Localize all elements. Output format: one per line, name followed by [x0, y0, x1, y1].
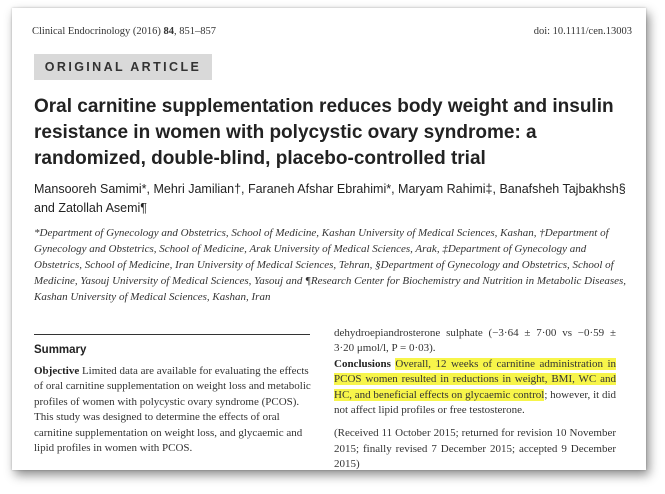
journal-name: Clinical Endocrinology (2016): [32, 26, 164, 37]
received-dates: (Received 11 October 2015; returned for revision 10 November 2015; finally revised 7 December 2015; accepted 9 December 2015): [334, 427, 616, 471]
summary-heading: Summary: [34, 344, 87, 356]
doi[interactable]: doi: 10.1111/cen.13003: [533, 26, 632, 37]
summary-divider: [34, 334, 310, 335]
conclusions-rest: ; however, it did not affect lipid profiles or free testosterone.: [334, 388, 616, 417]
summary-objective: [34, 364, 314, 456]
conclusions-label: Conclusions: [334, 357, 391, 370]
article-title: Oral carnitine supplementation reduces body weight and insulin resistance in women with polycystic ovary syndrome: a randomized, double-blind, placebo-controlled trial: [34, 96, 614, 169]
affiliations: *Department of Gynecology and Obstetrics, School of Medicine, Kashan University of Medical Sciences, Kashan, †Department of Gynecology and Obstetrics, School of Medicine, Arak University of Medical Sciences, Arak, ‡Department of Gynecology and Obstetrics, School of Medicine, Iran University of Medical Sciences, Tehran, §Department of Gynecology and Obstetrics, School of Medicine, Yasouj University of Medical Sciences, Yasouj and ¶Research Center for Biochemistry and Nutrition in Metabolic Diseases, Kashan University of Medical Sciences, Kashan, Iran: [34, 227, 627, 303]
conclusions-paragraph: [334, 357, 616, 419]
objective-label: Objective: [34, 365, 80, 377]
journal-volume: 84: [163, 26, 175, 37]
author-list: Mansooreh Samimi*, Mehri Jamilian†, Faraneh Afshar Ebrahimi*, Maryam Rahimi‡, Banafsheh Tajbakhsh§ and Zatollah Asemi¶: [34, 182, 626, 215]
summary-continued: [334, 326, 616, 473]
results-continuation: dehydroepiandrosterone sulphate (−3·64 ± 7·00 vs −0·59 ± 3·20 μmol/l, P = 0·03).: [334, 327, 616, 355]
journal-pages: , 851–857: [174, 26, 217, 37]
objective-text: Limited data are available for evaluating the effects of oral carnitine supplementation on weight loss and metabolic profiles of women with polycystic ovary syndrome (PCOS). This study was designed to determine the effects of oral carnitine supplementation on weight loss, and glycaemic and lipid profiles in women with PCOS.: [34, 365, 311, 455]
conclusions-highlight: Overall, 12 weeks of carnitine administration in PCOS women resulted in reductions in weight, BMI, WC and HC, and beneficial effects on glycaemic control: [334, 357, 616, 401]
article-type-label: ORIGINAL ARTICLE: [34, 54, 212, 80]
article-page: [12, 8, 646, 470]
journal-citation: [32, 26, 216, 37]
